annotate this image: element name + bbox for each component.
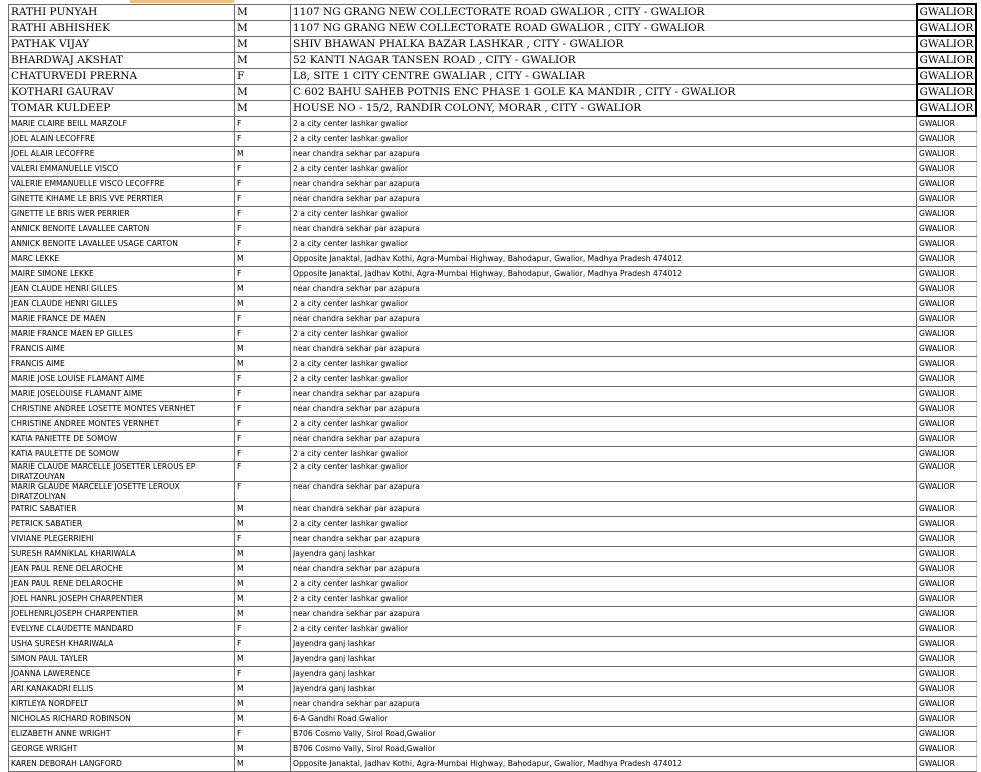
city-cell: GWALIOR	[917, 517, 977, 532]
city-cell: GWALIOR	[917, 192, 977, 207]
address-cell: near chandra sekhar par azapura	[291, 482, 917, 502]
name-cell: VALERI EMMANUELLE VISCO	[9, 162, 235, 177]
name-cell: MARIE JOSELOUISE FLAMANT AIME	[9, 387, 235, 402]
name-cell: ANNICK BENOITE LAVALLEE USAGE CARTON	[9, 237, 235, 252]
address-cell: 2 a city center lashkar gwalior	[291, 116, 917, 132]
gender-cell: F	[235, 267, 291, 282]
address-cell: near chandra sekhar par azapura	[291, 562, 917, 577]
name-cell: GINETTE KIHAME LE BRIS VVE PERRTIER	[9, 192, 235, 207]
city-cell: GWALIOR	[917, 177, 977, 192]
address-cell: Jayendra ganj lashkar	[291, 652, 917, 667]
address-cell: 2 a city center lashkar gwalior	[291, 592, 917, 607]
gender-cell: F	[235, 447, 291, 462]
name-cell: ELIZABETH ANNE WRIGHT	[9, 727, 235, 742]
records-table	[8, 3, 977, 772]
address-cell: near chandra sekhar par azapura	[291, 342, 917, 357]
address-cell: near chandra sekhar par azapura	[291, 387, 917, 402]
address-cell: 2 a city center lashkar gwalior	[291, 207, 917, 222]
name-cell: TOMAR KULDEEP	[9, 100, 235, 116]
name-cell: PATRIC SABATIER	[9, 502, 235, 517]
gender-cell: M	[235, 4, 291, 20]
gender-cell: M	[235, 297, 291, 312]
name-cell: MARIE CLAUDE MARCELLE JOSETTER LEROUS EP DIRATZOUYAN	[9, 462, 235, 482]
name-cell: KAREN DEBORAH LANGFORD	[9, 757, 235, 772]
table-row	[9, 327, 977, 342]
gender-cell: F	[235, 162, 291, 177]
address-cell: near chandra sekhar par azapura	[291, 502, 917, 517]
gender-cell: M	[235, 712, 291, 727]
name-cell: VALERIE EMMANUELLE VISCO LECOFFRE	[9, 177, 235, 192]
city-cell: GWALIOR	[917, 372, 977, 387]
table-row	[9, 742, 977, 757]
table-row	[9, 207, 977, 222]
name-cell: GINETTE LE BRIS WER PERRIER	[9, 207, 235, 222]
city-cell: GWALIOR	[917, 312, 977, 327]
gender-cell: F	[235, 727, 291, 742]
table-row	[9, 607, 977, 622]
name-cell: JOANNA LAWERENCE	[9, 667, 235, 682]
name-cell: RATHI ABHISHEK	[9, 20, 235, 36]
name-cell: JOELHENRLJOSEPH CHARPENTIER	[9, 607, 235, 622]
table-row	[9, 402, 977, 417]
city-cell: GWALIOR	[917, 652, 977, 667]
address-cell: 2 a city center lashkar gwalior	[291, 447, 917, 462]
table-row	[9, 177, 977, 192]
city-cell: GWALIOR	[917, 68, 977, 84]
table-row	[9, 342, 977, 357]
address-cell: B706 Cosmo Vally, Sirol Road,Gwalior	[291, 727, 917, 742]
name-cell: VIVIANE PLEGERRIEHI	[9, 532, 235, 547]
address-cell: near chandra sekhar par azapura	[291, 432, 917, 447]
city-cell: GWALIOR	[917, 147, 977, 162]
name-cell: JEAN PAUL RENE DELAROCHE	[9, 562, 235, 577]
address-cell: 2 a city center lashkar gwalior	[291, 297, 917, 312]
gender-cell: M	[235, 357, 291, 372]
address-cell: 2 a city center lashkar gwalior	[291, 622, 917, 637]
name-cell: KOTHARI GAURAV	[9, 84, 235, 100]
name-cell: SIMON PAUL TAYLER	[9, 652, 235, 667]
city-cell: GWALIOR	[917, 592, 977, 607]
gender-cell: F	[235, 192, 291, 207]
gender-cell: F	[235, 207, 291, 222]
name-cell: PATHAK VIJAY	[9, 36, 235, 52]
city-cell: GWALIOR	[917, 667, 977, 682]
table-row	[9, 592, 977, 607]
name-cell: NICHOLAS RICHARD ROBINSON	[9, 712, 235, 727]
table-row	[9, 417, 977, 432]
table-row	[9, 52, 977, 68]
table-row	[9, 757, 977, 772]
name-cell: JEAN CLAUDE HENRI GILLES	[9, 282, 235, 297]
gender-cell: M	[235, 547, 291, 562]
address-cell: B706 Cosmo Vally, Sirol Road,Gwalior	[291, 742, 917, 757]
address-cell: 2 a city center lashkar gwalior	[291, 357, 917, 372]
gender-cell: M	[235, 342, 291, 357]
table-row	[9, 4, 977, 20]
records-container	[8, 3, 977, 772]
address-cell: C 602 BAHU SAHEB POTNIS ENC PHASE 1 GOLE KA MANDIR , CITY - GWALIOR	[291, 84, 917, 100]
name-cell: MARIE FRANCE DE MAEN	[9, 312, 235, 327]
address-cell: 2 a city center lashkar gwalior	[291, 577, 917, 592]
city-cell: GWALIOR	[917, 162, 977, 177]
gender-cell: F	[235, 68, 291, 84]
address-cell: 52 KANTI NAGAR TANSEN ROAD , CITY - GWALIOR	[291, 52, 917, 68]
name-cell: MAIRE SIMONE LEKKE	[9, 267, 235, 282]
table-row	[9, 132, 977, 147]
gender-cell: M	[235, 682, 291, 697]
table-row	[9, 727, 977, 742]
gender-cell: M	[235, 502, 291, 517]
table-row	[9, 36, 977, 52]
address-cell: 2 a city center lashkar gwalior	[291, 517, 917, 532]
address-cell: Jayendra ganj lashkar	[291, 667, 917, 682]
address-cell: 1107 NG GRANG NEW COLLECTORATE ROAD GWALIOR , CITY - GWALIOR	[291, 20, 917, 36]
name-cell: MARIE JOSE LOUISE FLAMANT AIME	[9, 372, 235, 387]
table-row	[9, 697, 977, 712]
gender-cell: M	[235, 742, 291, 757]
table-row	[9, 637, 977, 652]
name-cell: CHRISTINE ANDREE MONTES VERNHET	[9, 417, 235, 432]
name-cell: KATIA PAULETTE DE SOMOW	[9, 447, 235, 462]
city-cell: GWALIOR	[917, 697, 977, 712]
table-row	[9, 192, 977, 207]
gender-cell: M	[235, 100, 291, 116]
address-cell: 2 a city center lashkar gwalior	[291, 132, 917, 147]
name-cell: JOEL ALAIR LECOFFRE	[9, 147, 235, 162]
gender-cell: F	[235, 177, 291, 192]
city-cell: GWALIOR	[917, 252, 977, 267]
table-row	[9, 482, 977, 502]
table-row	[9, 100, 977, 116]
city-cell: GWALIOR	[917, 297, 977, 312]
table-row	[9, 282, 977, 297]
address-cell: 2 a city center lashkar gwalior	[291, 327, 917, 342]
gender-cell: M	[235, 20, 291, 36]
table-row	[9, 462, 977, 482]
table-row	[9, 387, 977, 402]
address-cell: L8, SITE 1 CITY CENTRE GWALIAR , CITY - GWALIAR	[291, 68, 917, 84]
name-cell: MARIR GLAUDE MARCELLE JOSETTE LEROUX DIRATZOLIYAN	[9, 482, 235, 502]
table-row	[9, 222, 977, 237]
address-cell: near chandra sekhar par azapura	[291, 697, 917, 712]
gender-cell: F	[235, 432, 291, 447]
table-row	[9, 432, 977, 447]
table-row	[9, 622, 977, 637]
table-row	[9, 502, 977, 517]
address-cell: 6-A Gandhi Road Gwalior	[291, 712, 917, 727]
city-cell: GWALIOR	[917, 562, 977, 577]
city-cell: GWALIOR	[917, 532, 977, 547]
city-cell: GWALIOR	[917, 267, 977, 282]
address-cell: 1107 NG GRANG NEW COLLECTORATE ROAD GWALIOR , CITY - GWALIOR	[291, 4, 917, 20]
name-cell: MARIE CLAIRE BEILL MARZOLF	[9, 116, 235, 132]
name-cell: KIRTLEYA NORDFELT	[9, 697, 235, 712]
gender-cell: F	[235, 327, 291, 342]
table-row	[9, 68, 977, 84]
name-cell: MARC LEKKE	[9, 252, 235, 267]
gender-cell: F	[235, 237, 291, 252]
gender-cell: F	[235, 387, 291, 402]
records-table-body	[9, 4, 977, 772]
gender-cell: F	[235, 482, 291, 502]
table-row	[9, 547, 977, 562]
table-row	[9, 517, 977, 532]
name-cell: GEORGE WRIGHT	[9, 742, 235, 757]
address-cell: near chandra sekhar par azapura	[291, 607, 917, 622]
gender-cell: F	[235, 372, 291, 387]
city-cell: GWALIOR	[917, 387, 977, 402]
name-cell: BHARDWAJ AKSHAT	[9, 52, 235, 68]
address-cell: near chandra sekhar par azapura	[291, 222, 917, 237]
gender-cell: M	[235, 562, 291, 577]
table-row	[9, 147, 977, 162]
table-row	[9, 577, 977, 592]
city-cell: GWALIOR	[917, 116, 977, 132]
city-cell: GWALIOR	[917, 132, 977, 147]
city-cell: GWALIOR	[917, 482, 977, 502]
gender-cell: M	[235, 607, 291, 622]
city-cell: GWALIOR	[917, 577, 977, 592]
table-row	[9, 267, 977, 282]
name-cell: RATHI PUNYAH	[9, 4, 235, 20]
gender-cell: M	[235, 757, 291, 772]
table-row	[9, 682, 977, 697]
address-cell: near chandra sekhar par azapura	[291, 312, 917, 327]
city-cell: GWALIOR	[917, 100, 977, 116]
table-row	[9, 447, 977, 462]
name-cell: JEAN PAUL RENE DELAROCHE	[9, 577, 235, 592]
name-cell: CHRISTINE ANDREE LOSETTE MONTES VERNHET	[9, 402, 235, 417]
gender-cell: F	[235, 116, 291, 132]
address-cell: Opposite Janaktal, Jadhav Kothi, Agra-Mumbai Highway, Bahodapur, Gwalior, Madhya Pradesh 474012	[291, 252, 917, 267]
gender-cell: M	[235, 697, 291, 712]
table-row	[9, 162, 977, 177]
name-cell: KATIA PANIETTE DE SOMOW	[9, 432, 235, 447]
address-cell: 2 a city center lashkar gwalior	[291, 237, 917, 252]
table-row	[9, 667, 977, 682]
table-row	[9, 357, 977, 372]
name-cell: ANNICK BENOITE LAVALLEE CARTON	[9, 222, 235, 237]
table-row	[9, 562, 977, 577]
city-cell: GWALIOR	[917, 84, 977, 100]
table-row	[9, 297, 977, 312]
city-cell: GWALIOR	[917, 547, 977, 562]
table-row	[9, 252, 977, 267]
address-cell: near chandra sekhar par azapura	[291, 177, 917, 192]
table-row	[9, 532, 977, 547]
gender-cell: F	[235, 462, 291, 482]
gender-cell: F	[235, 622, 291, 637]
name-cell: JOEL HANRL JOSEPH CHARPENTIER	[9, 592, 235, 607]
gender-cell: F	[235, 667, 291, 682]
city-cell: GWALIOR	[917, 52, 977, 68]
address-cell: Jayendra ganj lashkar	[291, 682, 917, 697]
gender-cell: M	[235, 592, 291, 607]
gender-cell: F	[235, 532, 291, 547]
name-cell: FRANCIS AIME	[9, 357, 235, 372]
city-cell: GWALIOR	[917, 712, 977, 727]
city-cell: GWALIOR	[917, 682, 977, 697]
gender-cell: F	[235, 402, 291, 417]
address-cell: 2 a city center lashkar gwalior	[291, 372, 917, 387]
table-row	[9, 312, 977, 327]
city-cell: GWALIOR	[917, 462, 977, 482]
city-cell: GWALIOR	[917, 20, 977, 36]
city-cell: GWALIOR	[917, 447, 977, 462]
gender-cell: F	[235, 312, 291, 327]
gender-cell: M	[235, 652, 291, 667]
address-cell: near chandra sekhar par azapura	[291, 147, 917, 162]
address-cell: SHIV BHAWAN PHALKA BAZAR LASHKAR , CITY - GWALIOR	[291, 36, 917, 52]
city-cell: GWALIOR	[917, 237, 977, 252]
address-cell: HOUSE NO - 15/2, RANDIR COLONY, MORAR , CITY - GWALIOR	[291, 100, 917, 116]
city-cell: GWALIOR	[917, 727, 977, 742]
table-row	[9, 20, 977, 36]
gender-cell: M	[235, 36, 291, 52]
city-cell: GWALIOR	[917, 222, 977, 237]
gender-cell: F	[235, 417, 291, 432]
name-cell: JEAN CLAUDE HENRI GILLES	[9, 297, 235, 312]
city-cell: GWALIOR	[917, 432, 977, 447]
table-row	[9, 237, 977, 252]
gender-cell: M	[235, 252, 291, 267]
table-row	[9, 372, 977, 387]
city-cell: GWALIOR	[917, 502, 977, 517]
city-cell: GWALIOR	[917, 4, 977, 20]
name-cell: CHATURVEDI PRERNA	[9, 68, 235, 84]
city-cell: GWALIOR	[917, 742, 977, 757]
gender-cell: M	[235, 282, 291, 297]
address-cell: 2 a city center lashkar gwalior	[291, 417, 917, 432]
name-cell: MARIE FRANCE MAEN EP GILLES	[9, 327, 235, 342]
name-cell: EVELYNE CLAUDETTE MANDARD	[9, 622, 235, 637]
address-cell: 2 a city center lashkar gwalior	[291, 162, 917, 177]
table-row	[9, 116, 977, 132]
city-cell: GWALIOR	[917, 357, 977, 372]
gender-cell: F	[235, 222, 291, 237]
table-row	[9, 652, 977, 667]
address-cell: Opposite Janaktal, Jadhav Kothi, Agra-Mumbai Highway, Bahodapur, Gwalior, Madhya Pradesh 474012	[291, 267, 917, 282]
name-cell: FRANCIS AIME	[9, 342, 235, 357]
address-cell: 2 a city center lashkar gwalior	[291, 462, 917, 482]
gender-cell: F	[235, 637, 291, 652]
city-cell: GWALIOR	[917, 282, 977, 297]
city-cell: GWALIOR	[917, 327, 977, 342]
city-cell: GWALIOR	[917, 607, 977, 622]
address-cell: near chandra sekhar par azapura	[291, 402, 917, 417]
address-cell: Jayendra ganj lashkar	[291, 547, 917, 562]
gender-cell: M	[235, 52, 291, 68]
city-cell: GWALIOR	[917, 207, 977, 222]
city-cell: GWALIOR	[917, 622, 977, 637]
city-cell: GWALIOR	[917, 36, 977, 52]
gender-cell: M	[235, 147, 291, 162]
gender-cell: M	[235, 577, 291, 592]
name-cell: PETRICK SABATIER	[9, 517, 235, 532]
address-cell: near chandra sekhar par azapura	[291, 282, 917, 297]
city-cell: GWALIOR	[917, 757, 977, 772]
city-cell: GWALIOR	[917, 342, 977, 357]
gender-cell: F	[235, 132, 291, 147]
address-cell: near chandra sekhar par azapura	[291, 192, 917, 207]
gender-cell: M	[235, 517, 291, 532]
city-cell: GWALIOR	[917, 417, 977, 432]
address-cell: Jayendra ganj lashkar	[291, 637, 917, 652]
address-cell: near chandra sekhar par azapura	[291, 532, 917, 547]
name-cell: JOEL ALAIN LECOFFRE	[9, 132, 235, 147]
gender-cell: M	[235, 84, 291, 100]
address-cell: Opposite Janaktal, Jadhav Kothi, Agra-Mumbai Highway, Bahodapur, Gwalior, Madhya Pradesh 474012	[291, 757, 917, 772]
name-cell: SURESH RAMNIKLAL KHARIWALA	[9, 547, 235, 562]
city-cell: GWALIOR	[917, 402, 977, 417]
table-row	[9, 712, 977, 727]
table-row	[9, 84, 977, 100]
name-cell: USHA SURESH KHARIWALA	[9, 637, 235, 652]
name-cell: ARI KANAKADRI ELLIS	[9, 682, 235, 697]
city-cell: GWALIOR	[917, 637, 977, 652]
